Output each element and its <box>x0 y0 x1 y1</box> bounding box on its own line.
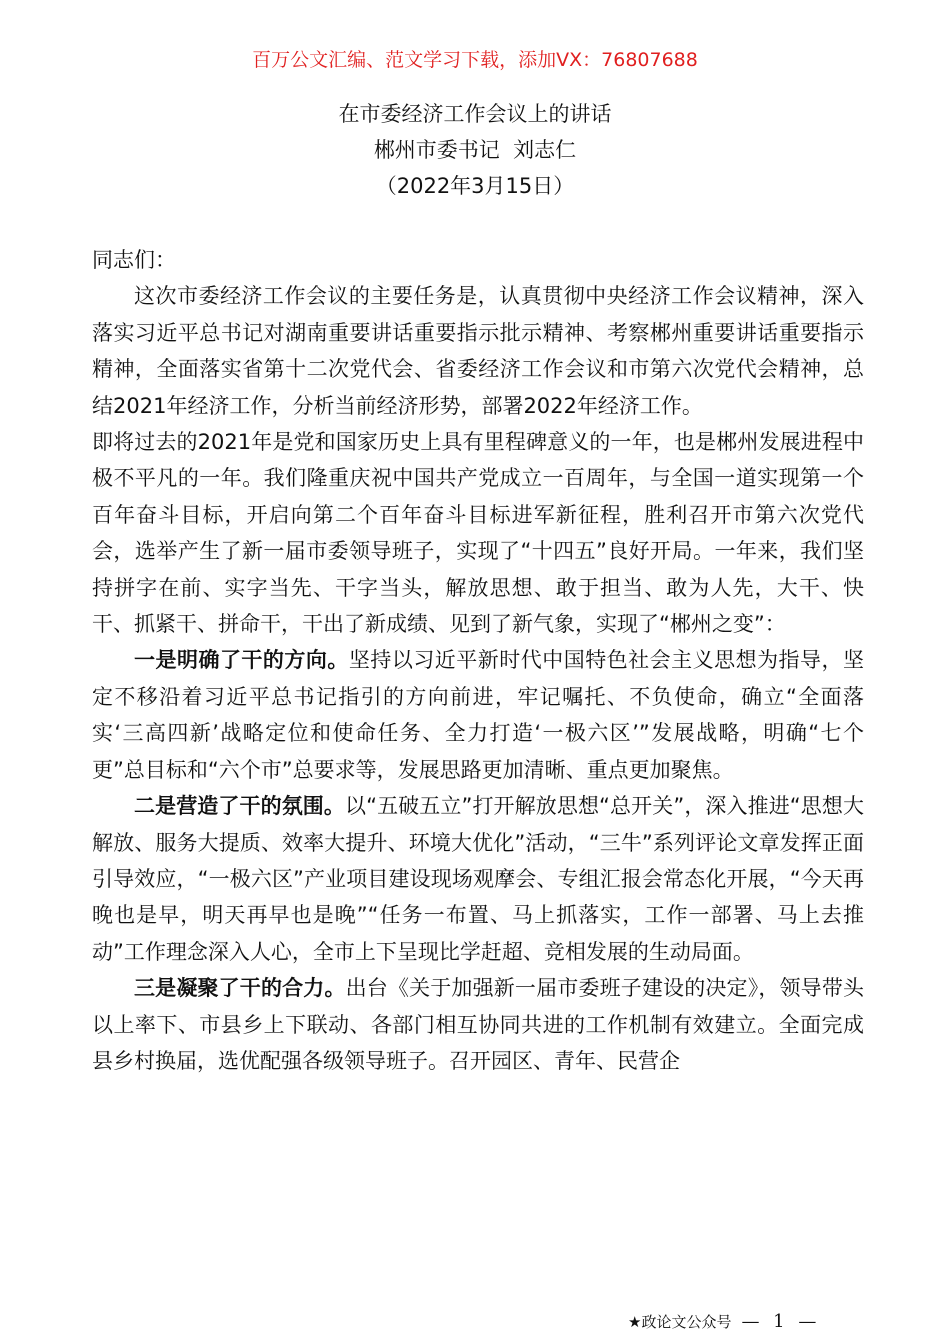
paragraph-atmosphere-text: 以“五破五立”打开解放思想“总开关”，深入推进“思想大解放、服务大提质、效率大提升、环境大优化”活动，“三牛”系列评论文章发挥正面引导效应，“一极六区”产业项目建设现场观摩会、专组汇报会常态化开展，“今天再晚也是早，明天再早也是晚”“任务一布置、马上抓落实，工作一部署、马上去推动”工作理念深入人心，全市上下呈现比学赶超、竞相发展的生动局面。 <box>92 794 864 964</box>
promo-banner: 百万公文汇编、范文学习下载，添加VX：76807688 <box>252 49 698 71</box>
speech-heading: 在市委经济工作会议上的讲话 <box>338 102 612 126</box>
salutation: 同志们： <box>92 248 176 272</box>
speech-body <box>92 242 864 1079</box>
paragraph-direction <box>92 642 864 788</box>
speech-author: 郴州市委书记 刘志仁 <box>373 138 577 162</box>
speech-date: （2022年3月15日） <box>375 174 575 198</box>
paragraph-synergy-text: 出台《关于加强新一届市委班子建设的决定》，领导带头以上率下、市县乡上下联动、各部门相互协同共进的工作机制有效建立。全面完成县乡村换届，选优配强各级领导班子。召开园区、青年、民营企 <box>92 976 865 1073</box>
paragraph-direction-text: 坚持以习近平新时代中国特色社会主义思想为指导，坚定不移沿着习近平总书记指引的方向前进，牢记嘱托、不负使命，确立“全面落实‘三高四新’战略定位和使命任务、全力打造‘一极六区’”发展战略，明确“七个更”总目标和“六个市”总要求等，发展思路更加清晰、重点更加聚焦。 <box>92 648 865 782</box>
page-number: — 1 — <box>741 1311 821 1332</box>
paragraph-synergy <box>92 970 864 1079</box>
page-footer <box>628 1310 820 1334</box>
footer-source: ★政论文公众号 <box>628 1313 732 1331</box>
paragraph-review: 即将过去的2021年是党和国家历史上具有里程碑意义的一年，也是郴州发展进程中极不平凡的一年。我们隆重庆祝中国共产党成立一百周年，与全国一道实现第一个百年奋斗目标，开启向第二个百年奋斗目标进军新征程，胜利召开市第六次党代会，选举产生了新一届市委领导班子，实现了“十四五”良好开局。一年来，我们坚持拼字在前、实字当先、干字当头，解放思想、敢于担当、敢为人先，大干、快干、抓紧干、拼命干，干出了新成绩、见到了新气象，实现了“郴州之变”： <box>92 430 864 637</box>
paragraph-atmosphere-lead: 二是营造了干的氛围。 <box>134 794 345 819</box>
paragraph-direction-lead: 一是明确了干的方向。 <box>134 648 349 673</box>
paragraph-intro: 这次市委经济工作会议的主要任务是，认真贯彻中央经济工作会议精神，深入落实习近平总书记对湖南重要讲话重要指示批示精神、考察郴州重要讲话重要指示精神，全面落实省第十二次党代会、省委经济工作会议和市第六次党代会精神，总结2021年经济工作，分析当前经济形势，部署2022年经济工作。 <box>92 284 864 418</box>
paragraph-atmosphere <box>92 788 864 970</box>
paragraph-synergy-lead: 三是凝聚了干的合力。 <box>134 976 346 1001</box>
speech-title-block <box>0 96 950 204</box>
